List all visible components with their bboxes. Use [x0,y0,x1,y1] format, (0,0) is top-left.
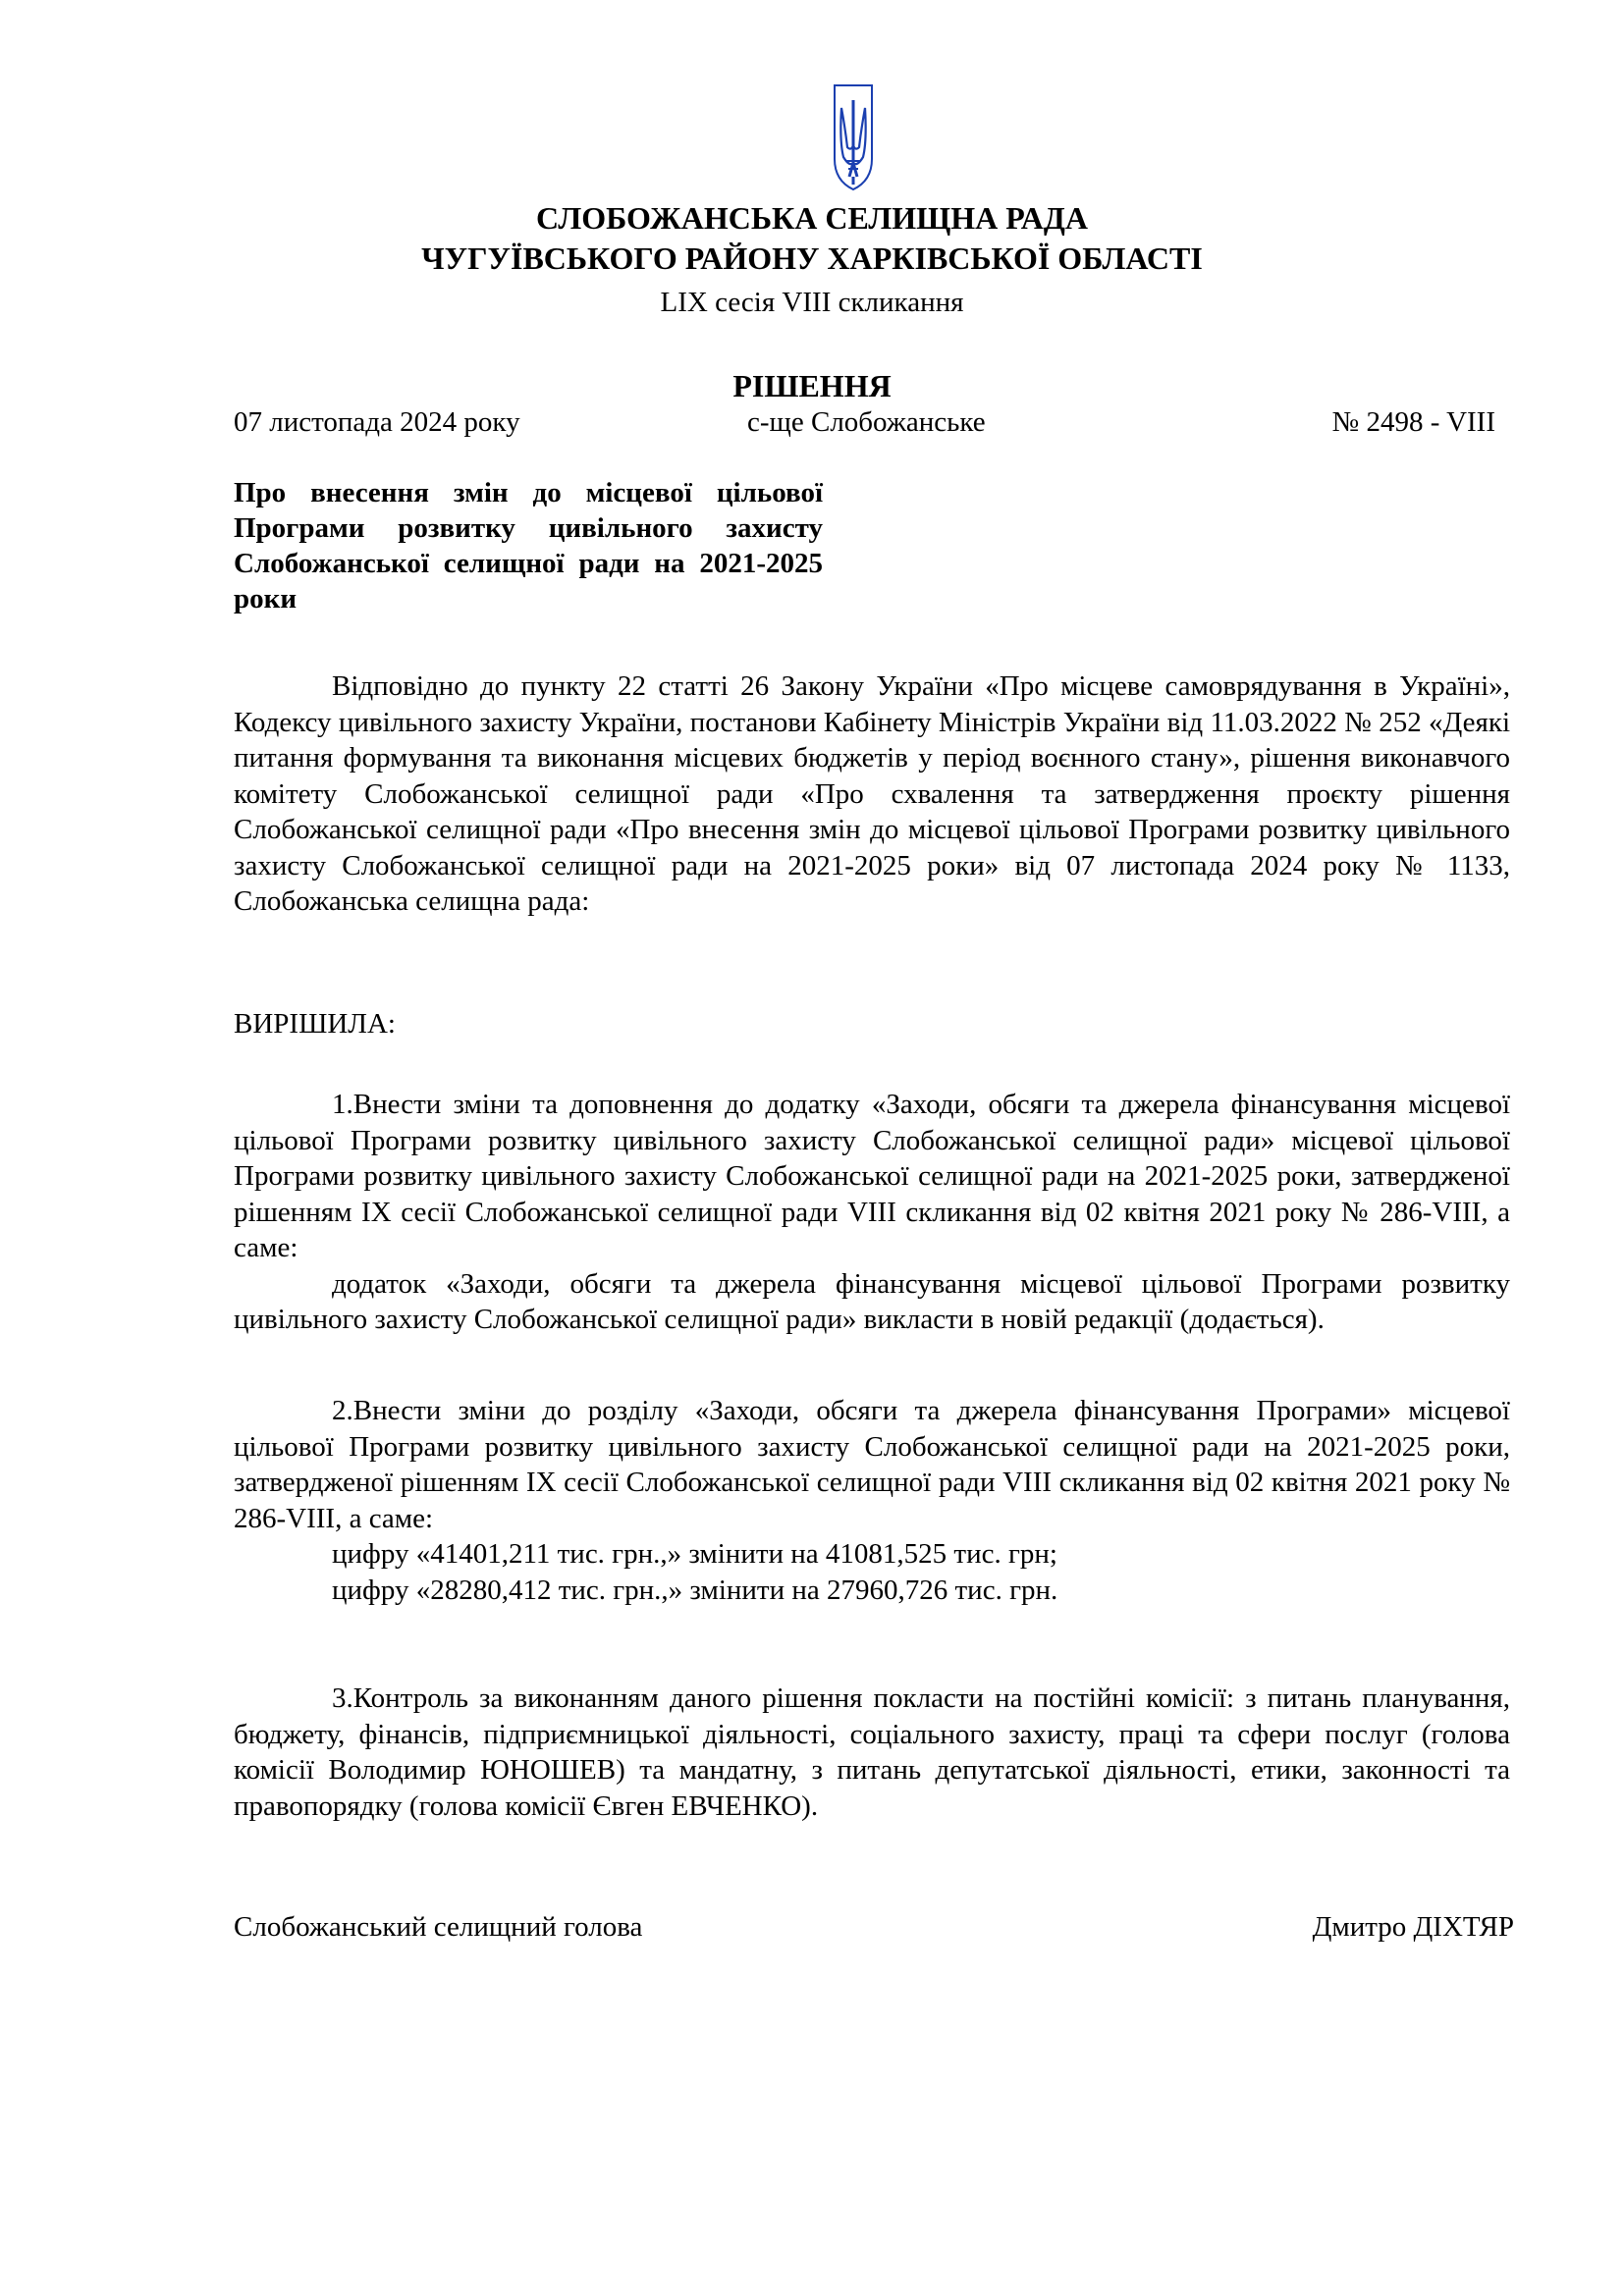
council-name: СЛОБОЖАНСЬКА СЕЛИЩНА РАДА [536,200,1088,236]
decision-number: № 2498 - VIII [1331,406,1495,438]
trident-emblem-icon [832,82,875,192]
council-district: ЧУГУЇВСЬКОГО РАЙОНУ ХАРКІВСЬКОЇ ОБЛАСТІ [421,240,1203,276]
item-2: 2.Внести зміни до розділу «Заходи, обсяги та джерела фінансування Програми» місцевої цільової Програми розвитку цивільного захисту Слобожанської селищної ради на 2021-2025 роки, затвердженої рішенням IX сесії Слобожанської селищної ради VIII скликання від 02 квітня 2021 року № 286-VIII, а саме: [234,1395,1510,1534]
item-2-change-1: цифру «41401,211 тис. грн.,» змінити на 41081,525 тис. грн; [332,1538,1057,1570]
preamble-paragraph: Відповідно до пункту 22 статті 26 Закону України «Про місцеве самоврядування в Україні», Кодексу цивільного захисту України, постанови Кабінету Міністрів України від 11.03.2022 № 252 «Деякі питання формування та виконання місцевих бюджетів у період воєнного стану», рішення виконавчого комітету Слобожанської селищної ради «Про схвалення та затвердження проєкту рішення Слобожанської селищної ради «Про внесення змін до місцевої цільової Програми розвитку цивільного захисту Слобожанської селищної ради на 2021-2025 роки» від 07 листопада 2024 року № 1133, Слобожанська селищна рада: [234,670,1510,917]
resolved-heading: ВИРІШИЛА: [234,1008,396,1040]
decision-subject: Про внесення змін до місцевої цільової Програми розвитку цивільного захисту Слобожанської селищної ради на 2021-2025 роки [234,477,823,614]
session-line: LIX сесія VIII скликання [660,287,964,318]
signature-position: Слобожанський селищний голова [234,1911,643,1943]
item-3: 3.Контроль за виконанням даного рішення покласти на постійні комісії: з питань планування, бюджету, фінансів, підприємницької діяльності, соціального захисту, праці та сфери послуг (голова комісії Володимир ЮНОШЕВ) та мандатну, з питань депутатської діяльності, етики, законності та правопорядку (голова комісії Євген ЕВЧЕНКО). [234,1682,1510,1822]
document-type: РІШЕННЯ [732,368,892,403]
item-2-change-2: цифру «28280,412 тис. грн.,» змінити на 27960,726 тис. грн. [332,1574,1058,1606]
item-1-sub: додаток «Заходи, обсяги та джерела фінансування місцевої цільової Програми розвитку цивільного захисту Слобожанської селищної ради» викласти в новій редакції (додається). [234,1267,1510,1335]
decision-place: с-ще Слобожанське [747,406,986,438]
item-1: 1.Внести зміни та доповнення до додатку «Заходи, обсяги та джерела фінансування місцевої цільової Програми розвитку цивільного захисту Слобожанської селищної ради» місцевої цільової Програми розвитку цивільного захисту Слобожанської селищної ради на 2021-2025 роки, затвердженої рішенням IX сесії Слобожанської селищної ради VIII скликання від 02 квітня 2021 року № 286-VIII, а саме: [234,1089,1510,1263]
signature-name: Дмитро ДІХТЯР [1312,1911,1514,1943]
decision-date: 07 листопада 2024 року [234,406,520,438]
